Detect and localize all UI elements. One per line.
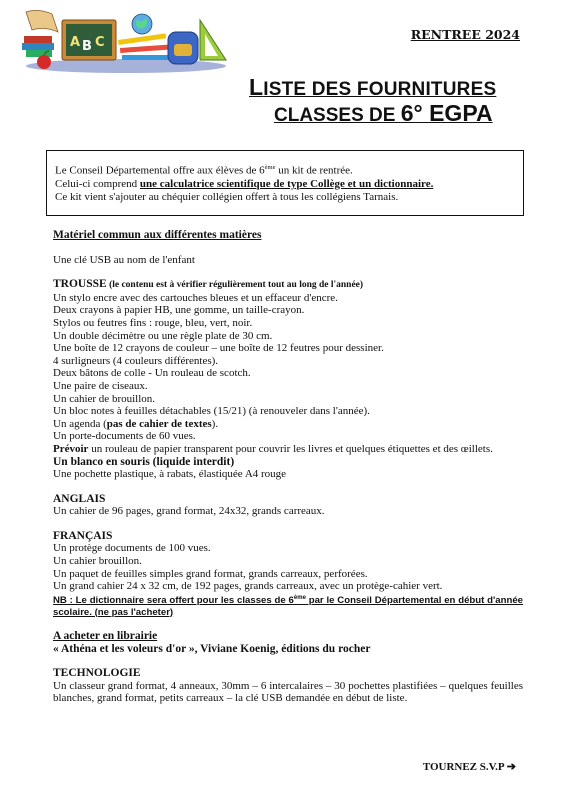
prevoir-bold: Prévoir <box>53 442 89 455</box>
list-item: Une paire de ciseaux. <box>53 379 148 392</box>
list-item: Stylos ou feutres fins : rouge, bleu, vert, noir. <box>53 316 253 329</box>
nb-b: par le Conseil Départemental en début d'année scolaire. (ne pas l'acheter) <box>53 595 524 618</box>
svg-text:A: A <box>70 35 81 50</box>
agenda-a: Un agenda ( <box>53 417 107 430</box>
turn-page-note <box>423 760 516 773</box>
list-item: Un cahier de 96 pages, grand format, 24x32, grands carreaux. <box>53 505 325 518</box>
list-item: Une pochette plastique, à rabats, élastiquée A4 rouge <box>53 468 287 481</box>
arrow-right-icon: ➔ <box>506 761 516 773</box>
technologie-text: Un classeur grand format, 4 anneaux, 30mm – 6 intercalaires – 30 pochettes plastifiées – quelques feuilles blanches, grand format, petits carreaux – la clé USB demandée en début de liste. <box>53 679 523 705</box>
list-item: Un grand cahier 24 x 32 cm, de 192 pages, grands carreaux, avec un protège-cahier vert. <box>53 580 443 593</box>
title-level: 6° EGPA <box>400 100 493 126</box>
page-title-line1 <box>249 74 496 101</box>
list-item: Un stylo encre avec des cartouches bleues et un effaceur d'encre. <box>53 291 338 304</box>
trousse-heading-line <box>53 278 523 292</box>
list-item: Un cahier de brouillon. <box>53 392 156 405</box>
agenda-item <box>53 418 523 431</box>
list-item: Un protège documents de 100 vues. <box>53 542 211 555</box>
intro-kit-contents: une calculatrice scientifique de type Collège et un dictionnaire. <box>139 177 434 190</box>
supply-list <box>53 229 523 705</box>
intro-sup: ème <box>264 164 276 171</box>
trousse-note: (le contenu est à vérifier régulièrement tout au long de l'année) <box>106 280 364 291</box>
list-item: Un double décimètre ou une règle plate de 30 cm. <box>53 329 273 342</box>
list-item: Un paquet de feuilles simples grand format, grands carreaux, perforées. <box>53 567 368 580</box>
dictionary-note <box>53 593 523 618</box>
francais-heading: FRANÇAIS <box>53 529 113 542</box>
technologie-heading: TECHNOLOGIE <box>53 667 141 680</box>
svg-text:C: C <box>95 35 105 50</box>
title-rest: ISTE DES FOURNITURES <box>263 79 497 100</box>
intro-line-1 <box>55 161 515 178</box>
prevoir-item <box>53 443 523 456</box>
common-heading: Matériel commun aux différentes matières <box>53 229 262 241</box>
intro-line-3: Ce kit vient s'ajouter au chéquier collégien offert à tous les collégiens Tarnais. <box>55 190 399 203</box>
trousse-heading: TROUSSE <box>53 278 107 291</box>
blanco-item: Un blanco en souris (liquide interdit) <box>53 455 235 468</box>
list-item: Deux crayons à papier HB, une gomme, un taille-crayon. <box>53 304 305 317</box>
list-item: Un porte-documents de 60 vues. <box>53 430 196 443</box>
agenda-bold: pas de cahier de textes <box>106 417 212 430</box>
intro-line-1-b: un kit de rentrée. <box>275 164 353 177</box>
intro-line-2 <box>55 178 515 191</box>
intro-box <box>46 150 524 216</box>
page-title-line2 <box>274 100 493 127</box>
title-initial: L <box>249 74 264 100</box>
librairie-heading: A acheter en librairie <box>53 630 158 643</box>
list-item: Un cahier brouillon. <box>53 555 142 568</box>
school-supplies-illustration <box>18 6 230 74</box>
list-item: 4 surligneurs (4 couleurs différentes). <box>53 354 219 367</box>
book-title: « Athéna et les voleurs d'or », Viviane Koenig, éditions du rocher <box>53 642 371 655</box>
list-item: Un bloc notes à feuilles détachables (15/21) (à renouveler dans l'année). <box>53 405 370 418</box>
list-item: Une boîte de 12 crayons de couleur – une boîte de 12 feutres pour dessiner. <box>53 342 384 355</box>
list-item: Deux bâtons de colle - Un rouleau de scotch. <box>53 367 251 380</box>
agenda-b: ). <box>211 417 219 430</box>
intro-line-2-a: Celui-ci comprend <box>55 177 140 190</box>
prevoir-rest: un rouleau de papier transparent pour couvrir les livres et quelques étiquettes et des œillets. <box>88 442 493 455</box>
year-label: RENTREE 2024 <box>410 27 520 42</box>
anglais-heading: ANGLAIS <box>53 492 106 505</box>
svg-text:B: B <box>82 39 92 54</box>
nb-sup: ème <box>293 594 306 601</box>
intro-line-1-a: Le Conseil Départemental offre aux élèves de 6 <box>55 164 265 177</box>
usb-item: Une clé USB au nom de l'enfant <box>53 253 195 266</box>
turn-label: TOURNEZ S.V.P <box>422 761 505 773</box>
nb-a: NB : Le dictionnaire sera offert pour les classes de 6 <box>53 595 294 607</box>
title-prefix: CLASSES DE <box>274 105 401 126</box>
